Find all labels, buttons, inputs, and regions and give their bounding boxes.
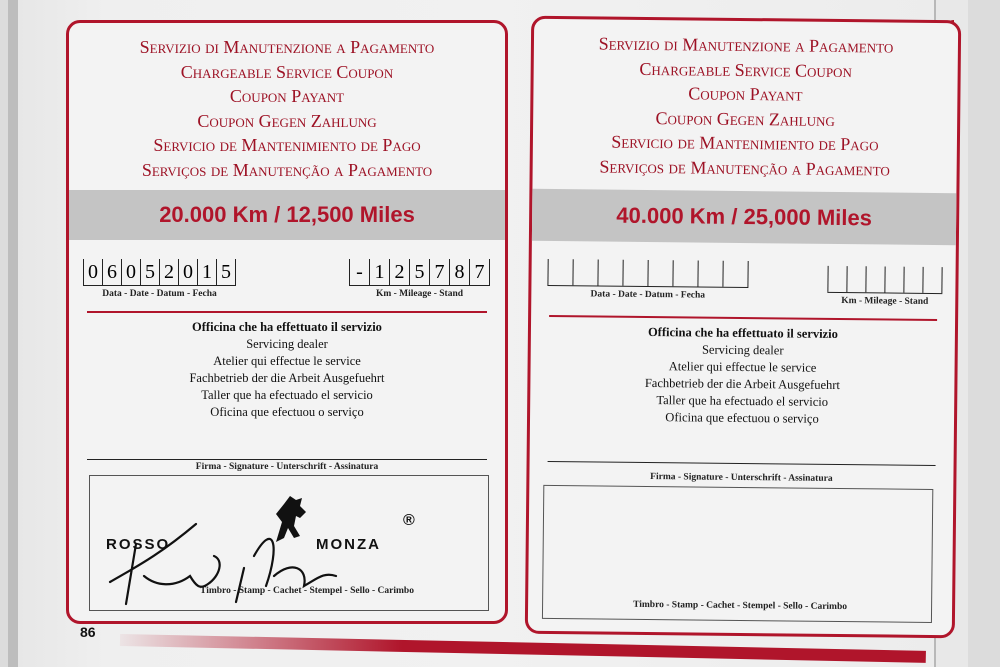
date-digit: 5	[216, 259, 236, 285]
date-digit: 0	[83, 259, 102, 285]
date-digit	[572, 259, 597, 285]
date-digit	[722, 261, 748, 287]
coupon-titles	[69, 35, 505, 182]
date-label: Data - Date - Datum - Fecha	[590, 289, 706, 301]
servicing-line: Oficina que efectuou o serviço	[665, 410, 819, 426]
signature-line	[548, 461, 936, 466]
title-italian: Servizio di Manutenzione a Pagamento	[598, 33, 894, 57]
servicing-line: Atelier qui effectue le service	[668, 359, 817, 375]
signature-line	[87, 459, 487, 460]
servicing-line: Taller que ha efectuado el servicio	[656, 393, 829, 409]
mileage-boxes	[349, 259, 490, 286]
stamp-label: Timbro - Stamp - Cachet - Stempel - Sello - Carimbo	[633, 599, 848, 613]
title-spanish: Servicio de Mantenimiento de Pago	[153, 135, 421, 155]
mileage-digit	[884, 266, 903, 292]
date-boxes	[83, 259, 236, 286]
mileage-digit	[922, 267, 942, 293]
distance-band: 20.000 Km / 12,500 Miles	[69, 190, 505, 240]
date-digit: 1	[197, 259, 216, 285]
page-spine-edge	[8, 0, 18, 667]
date-digit	[547, 259, 572, 285]
title-spanish: Servicio de Mantenimiento de Pago	[611, 131, 879, 155]
servicing-line: Servicing dealer	[246, 337, 328, 351]
date-digit: 0	[178, 259, 197, 285]
page-number: 86	[80, 624, 96, 640]
title-french: Coupon Payant	[688, 83, 803, 105]
registered-mark: ®	[403, 512, 415, 529]
title-german: Coupon Gegen Zahlung	[655, 107, 835, 130]
servicing-line: Servicing dealer	[701, 342, 784, 358]
date-digit	[647, 260, 672, 286]
date-digit	[672, 260, 697, 286]
dealer-name-left: ROSSO	[106, 536, 171, 553]
handwritten-signature	[104, 516, 344, 608]
mileage-digit	[903, 267, 922, 293]
mileage-digit: 7	[469, 259, 490, 285]
signature-label: Firma - Signature - Unterschrift - Assinatura	[650, 472, 833, 484]
mileage-digit	[865, 266, 884, 292]
dealer-name-right: MONZA	[316, 536, 381, 553]
mileage-digit	[827, 266, 846, 292]
servicing-line: Fachbetrieb der die Arbeit Ausgefuehrt	[189, 371, 385, 385]
distance-band: 40.000 Km / 25,000 Miles	[532, 189, 957, 245]
title-english: Chargeable Service Coupon	[180, 61, 394, 82]
mileage-boxes	[827, 266, 942, 294]
title-portuguese: Serviços de Manutenção a Pagamento	[599, 155, 890, 180]
title-french: Coupon Payant	[229, 86, 345, 106]
date-field[interactable]	[547, 259, 748, 301]
servicing-dealer-text	[530, 323, 955, 429]
mileage-digit: 2	[389, 259, 409, 285]
servicing-line: Fachbetrieb der die Arbeit Ausgefuehrt	[644, 375, 841, 393]
title-portuguese: Serviços de Manutenção a Pagamento	[141, 159, 433, 180]
mileage-field[interactable]	[349, 259, 490, 299]
mileage-field[interactable]	[827, 266, 942, 307]
date-digit: 5	[140, 259, 159, 285]
signature-label: Firma - Signature - Unterschrift - Assinatura	[195, 462, 379, 472]
section-divider	[549, 315, 937, 321]
mileage-digit: 8	[449, 259, 469, 285]
date-digit: 0	[121, 259, 140, 285]
date-boxes	[547, 259, 748, 288]
mileage-digit: 7	[429, 259, 449, 285]
mileage-digit: 5	[409, 259, 429, 285]
servicing-line: Oficina que efectuou o serviço	[210, 405, 364, 419]
servicing-dealer-text	[69, 319, 505, 421]
date-label: Data - Date - Datum - Fecha	[102, 289, 217, 299]
servicing-line: Officina che ha effettuato il servizio	[192, 320, 382, 334]
mileage-label: Km - Mileage - Stand	[375, 289, 464, 299]
mileage-digit	[846, 266, 865, 292]
coupon-titles	[533, 31, 959, 182]
title-italian: Servizio di Manutenzione a Pagamento	[139, 37, 435, 57]
date-field[interactable]	[83, 259, 236, 299]
mileage-digit: 1	[369, 259, 389, 285]
stamp-label: Timbro - Stamp - Cachet - Stempel - Sello - Carimbo	[200, 586, 414, 596]
date-digit	[597, 259, 622, 285]
mileage-digit: -	[349, 259, 369, 285]
servicing-line: Atelier qui effectue le service	[213, 354, 361, 368]
date-digit: 6	[102, 259, 121, 285]
section-divider	[87, 311, 487, 313]
mileage-label: Km - Mileage - Stand	[841, 296, 929, 307]
title-german: Coupon Gegen Zahlung	[197, 110, 377, 131]
title-english: Chargeable Service Coupon	[639, 58, 853, 81]
servicing-line: Taller que ha efectuado el servicio	[201, 388, 373, 402]
servicing-line: Officina che ha effettuato il servizio	[647, 325, 838, 341]
date-digit: 2	[159, 259, 178, 285]
date-digit	[697, 261, 722, 287]
date-digit	[622, 260, 647, 286]
service-coupon-40000km	[525, 16, 961, 638]
